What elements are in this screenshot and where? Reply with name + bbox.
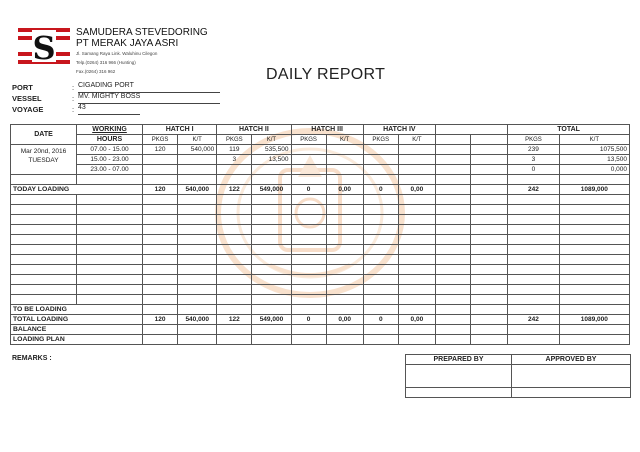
h3-kt-header: K/T	[326, 135, 363, 145]
today-total-pkgs: 242	[508, 185, 560, 195]
working-header: WORKING	[77, 125, 143, 135]
h1-kt-header: K/T	[178, 135, 217, 145]
date-cell	[11, 145, 77, 175]
vessel-colon: :	[72, 94, 75, 103]
company-logo-icon	[18, 26, 70, 66]
shift-hours: 07.00 - 15.00	[77, 145, 143, 155]
shift-h4-kt	[398, 165, 435, 175]
spacer-row	[11, 175, 630, 185]
today-h4-kt: 0,00	[398, 185, 435, 195]
shift-h3-pkgs	[291, 145, 326, 155]
shift-h3-pkgs	[291, 165, 326, 175]
shift-h1-kt	[178, 165, 217, 175]
shift-hours: 15.00 - 23.00	[77, 155, 143, 165]
shift-h1-pkgs	[143, 155, 178, 165]
voyage-colon: :	[72, 105, 75, 114]
today-loading-row	[11, 185, 630, 195]
loading-plan-row	[11, 335, 630, 345]
shift-blank-1	[435, 155, 470, 165]
shift-total-pkgs: 239	[508, 145, 560, 155]
total-h2-pkgs: 122	[217, 315, 252, 325]
prepared-by-name	[406, 388, 512, 398]
shift-h2-kt	[252, 165, 291, 175]
total-loading-row	[11, 315, 630, 325]
company-telp: Telp.(0264) 316 966 (Hunting)	[76, 60, 136, 65]
shift-blank-1	[435, 145, 470, 155]
today-h4-pkgs: 0	[363, 185, 398, 195]
company-address: Jl. Samang Raya Link. Waluhinu Cilegon	[76, 51, 158, 56]
company-name-line2: PT MERAK JAYA ASRI	[76, 38, 179, 49]
vessel-value: MV. MIGHTY BOSS	[78, 93, 220, 104]
shift-total-kt: 0,000	[559, 165, 629, 175]
shift-h4-pkgs	[363, 155, 398, 165]
company-name-line1: SAMUDERA STEVEDORING	[76, 27, 208, 38]
hatch-4-header: HATCH IV	[363, 125, 435, 135]
header-row-2	[11, 135, 630, 145]
today-h1-pkgs: 120	[143, 185, 178, 195]
empty-row	[11, 275, 630, 285]
to-be-loading-label: TO BE LOADING	[11, 305, 143, 315]
header-row-1	[11, 125, 630, 135]
vessel-label: VESSEL	[12, 94, 42, 103]
empty-row	[11, 205, 630, 215]
today-blank-2	[471, 185, 508, 195]
shift-h4-kt	[398, 145, 435, 155]
shift-h2-kt: 535,500	[252, 145, 291, 155]
shift-row	[11, 155, 630, 165]
hatch-2-header: HATCH II	[217, 125, 291, 135]
total-h4-kt: 0,00	[398, 315, 435, 325]
shift-total-pkgs: 3	[508, 155, 560, 165]
empty-row	[11, 255, 630, 265]
loading-plan-label: LOADING PLAN	[11, 335, 143, 345]
total-total-pkgs: 242	[508, 315, 560, 325]
h2-pkgs-header: PKGS	[217, 135, 252, 145]
total-blank-2	[471, 315, 508, 325]
day-value: TUESDAY	[28, 157, 59, 164]
total-h1-pkgs: 120	[143, 315, 178, 325]
shift-row	[11, 165, 630, 175]
shift-hours: 23.00 - 07.00	[77, 165, 143, 175]
h3-pkgs-header: PKGS	[291, 135, 326, 145]
shift-h1-pkgs	[143, 165, 178, 175]
total-header: TOTAL	[508, 125, 630, 135]
blank-sub-1	[435, 135, 470, 145]
signature-table	[405, 354, 631, 398]
hatch-3-header: HATCH III	[291, 125, 363, 135]
report-title: DAILY REPORT	[266, 66, 386, 83]
blank-sub-2	[471, 135, 508, 145]
voyage-value: 43	[78, 104, 140, 115]
total-total-kt: 1089,000	[559, 315, 629, 325]
prepared-by-signature	[406, 365, 512, 388]
shift-total-kt: 13,500	[559, 155, 629, 165]
h4-pkgs-header: PKGS	[363, 135, 398, 145]
remarks-label: REMARKS :	[12, 355, 52, 362]
shift-h3-kt	[326, 145, 363, 155]
shift-row	[11, 145, 630, 155]
today-h1-kt: 540,000	[178, 185, 217, 195]
date-header: DATE	[11, 125, 77, 145]
shift-h4-kt	[398, 155, 435, 165]
empty-row	[11, 235, 630, 245]
blank-header	[435, 125, 507, 135]
approved-by-signature	[512, 365, 631, 388]
total-h3-kt: 0,00	[326, 315, 363, 325]
total-h3-pkgs: 0	[291, 315, 326, 325]
voyage-label: VOYAGE	[12, 105, 44, 114]
port-value: CIGADING PORT	[78, 82, 220, 93]
total-h4-pkgs: 0	[363, 315, 398, 325]
shift-h2-kt: 13,500	[252, 155, 291, 165]
total-loading-label: TOTAL LOADING	[11, 315, 143, 325]
shift-blank-1	[435, 165, 470, 175]
empty-row	[11, 245, 630, 255]
shift-h1-pkgs: 120	[143, 145, 178, 155]
shift-blank-2	[471, 165, 508, 175]
shift-h1-kt	[178, 155, 217, 165]
today-total-kt: 1089,000	[559, 185, 629, 195]
prepared-by-label: PREPARED BY	[406, 355, 512, 365]
shift-h3-pkgs	[291, 155, 326, 165]
shift-total-pkgs: 0	[508, 165, 560, 175]
empty-row	[11, 285, 630, 295]
h1-pkgs-header: PKGS	[143, 135, 178, 145]
svg-text:S: S	[32, 29, 56, 66]
today-blank-1	[435, 185, 470, 195]
shift-blank-2	[471, 145, 508, 155]
port-colon: :	[72, 83, 75, 92]
total-h1-kt: 540,000	[178, 315, 217, 325]
date-value: Mar 20nd, 2016	[20, 148, 67, 155]
company-block	[76, 27, 208, 76]
shift-h2-pkgs	[217, 165, 252, 175]
today-h2-pkgs: 122	[217, 185, 252, 195]
shift-h4-pkgs	[363, 145, 398, 155]
empty-row	[11, 215, 630, 225]
balance-row	[11, 325, 630, 335]
today-h3-kt: 0,00	[326, 185, 363, 195]
approved-by-label: APPROVED BY	[512, 355, 631, 365]
hours-header: HOURS	[77, 135, 143, 145]
balance-label: BALANCE	[11, 325, 143, 335]
shift-h2-pkgs: 3	[217, 155, 252, 165]
shift-h2-pkgs: 119	[217, 145, 252, 155]
daily-report-table	[10, 124, 630, 345]
shift-total-kt: 1075,500	[559, 145, 629, 155]
total-h2-kt: 549,000	[252, 315, 291, 325]
empty-row	[11, 195, 630, 205]
shift-h1-kt: 540,000	[178, 145, 217, 155]
today-h3-pkgs: 0	[291, 185, 326, 195]
shift-h3-kt	[326, 165, 363, 175]
h4-kt-header: K/T	[398, 135, 435, 145]
total-pkgs-header: PKGS	[508, 135, 560, 145]
to-be-loading-row	[11, 305, 630, 315]
approved-by-name	[512, 388, 631, 398]
today-h2-kt: 549,000	[252, 185, 291, 195]
company-fax: Fax.(0264) 316 962	[76, 69, 116, 74]
empty-row	[11, 225, 630, 235]
hatch-1-header: HATCH I	[143, 125, 217, 135]
shift-h4-pkgs	[363, 165, 398, 175]
port-label: PORT	[12, 83, 33, 92]
shift-h3-kt	[326, 155, 363, 165]
empty-row	[11, 295, 630, 305]
today-loading-label: TODAY LOADING	[11, 185, 143, 195]
empty-row	[11, 265, 630, 275]
total-blank-1	[435, 315, 470, 325]
total-kt-header: K/T	[559, 135, 629, 145]
shift-blank-2	[471, 155, 508, 165]
h2-kt-header: K/T	[252, 135, 291, 145]
